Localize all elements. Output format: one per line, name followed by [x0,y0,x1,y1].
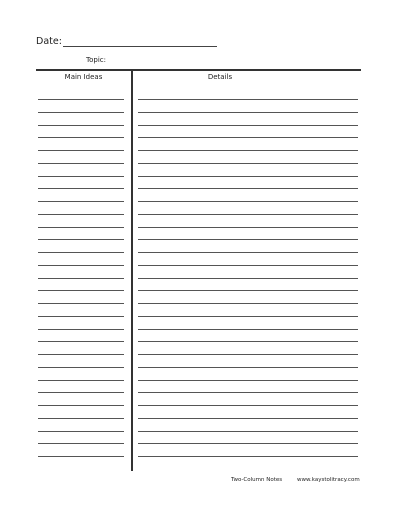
column-divider [131,69,133,471]
main-ideas-write-line[interactable] [38,290,124,291]
details-write-line[interactable] [138,176,358,177]
main-ideas-write-line[interactable] [38,316,124,317]
date-write-line[interactable] [63,46,217,47]
details-write-line[interactable] [138,99,358,100]
details-write-line[interactable] [138,239,358,240]
details-write-line[interactable] [138,380,358,381]
main-ideas-write-line[interactable] [38,431,124,432]
details-write-line[interactable] [138,150,358,151]
main-ideas-write-line[interactable] [38,201,124,202]
header-rule [36,69,361,71]
details-write-line[interactable] [138,278,358,279]
details-write-line[interactable] [138,112,358,113]
main-ideas-heading: Main Ideas [64,73,103,81]
main-ideas-write-line[interactable] [38,188,124,189]
main-ideas-write-line[interactable] [38,176,124,177]
main-ideas-write-line[interactable] [38,341,124,342]
date-label: Date: [36,36,62,47]
details-write-line[interactable] [138,341,358,342]
main-ideas-write-line[interactable] [38,227,124,228]
details-write-line[interactable] [138,290,358,291]
details-write-line[interactable] [138,214,358,215]
main-ideas-write-line[interactable] [38,150,124,151]
details-write-line[interactable] [138,443,358,444]
details-write-line[interactable] [138,316,358,317]
details-write-line[interactable] [138,367,358,368]
details-write-line[interactable] [138,188,358,189]
main-ideas-write-line[interactable] [38,392,124,393]
details-heading: Details [207,73,233,81]
details-write-line[interactable] [138,418,358,419]
main-ideas-write-line[interactable] [38,405,124,406]
details-write-line[interactable] [138,405,358,406]
main-ideas-write-line[interactable] [38,125,124,126]
main-ideas-write-line[interactable] [38,367,124,368]
main-ideas-write-line[interactable] [38,252,124,253]
details-write-line[interactable] [138,125,358,126]
main-ideas-write-line[interactable] [38,214,124,215]
main-ideas-write-line[interactable] [38,354,124,355]
main-ideas-write-line[interactable] [38,163,124,164]
main-ideas-write-line[interactable] [38,137,124,138]
details-write-line[interactable] [138,163,358,164]
main-ideas-write-line[interactable] [38,380,124,381]
details-write-line[interactable] [138,303,358,304]
footer-website: www.kaystolitracy.com [297,477,360,483]
main-ideas-write-line[interactable] [38,418,124,419]
main-ideas-write-line[interactable] [38,99,124,100]
details-write-line[interactable] [138,265,358,266]
details-write-line[interactable] [138,392,358,393]
details-write-line[interactable] [138,137,358,138]
main-ideas-write-line[interactable] [38,239,124,240]
details-write-line[interactable] [138,329,358,330]
main-ideas-write-line[interactable] [38,265,124,266]
main-ideas-write-line[interactable] [38,112,124,113]
details-write-line[interactable] [138,201,358,202]
footer-title: Two-Column Notes [231,477,283,483]
main-ideas-write-line[interactable] [38,329,124,330]
main-ideas-write-line[interactable] [38,456,124,457]
details-write-line[interactable] [138,431,358,432]
main-ideas-write-line[interactable] [38,303,124,304]
details-write-line[interactable] [138,252,358,253]
details-write-line[interactable] [138,354,358,355]
details-write-line[interactable] [138,456,358,457]
topic-label: Topic: [86,56,106,64]
main-ideas-write-line[interactable] [38,278,124,279]
main-ideas-write-line[interactable] [38,443,124,444]
details-write-line[interactable] [138,227,358,228]
